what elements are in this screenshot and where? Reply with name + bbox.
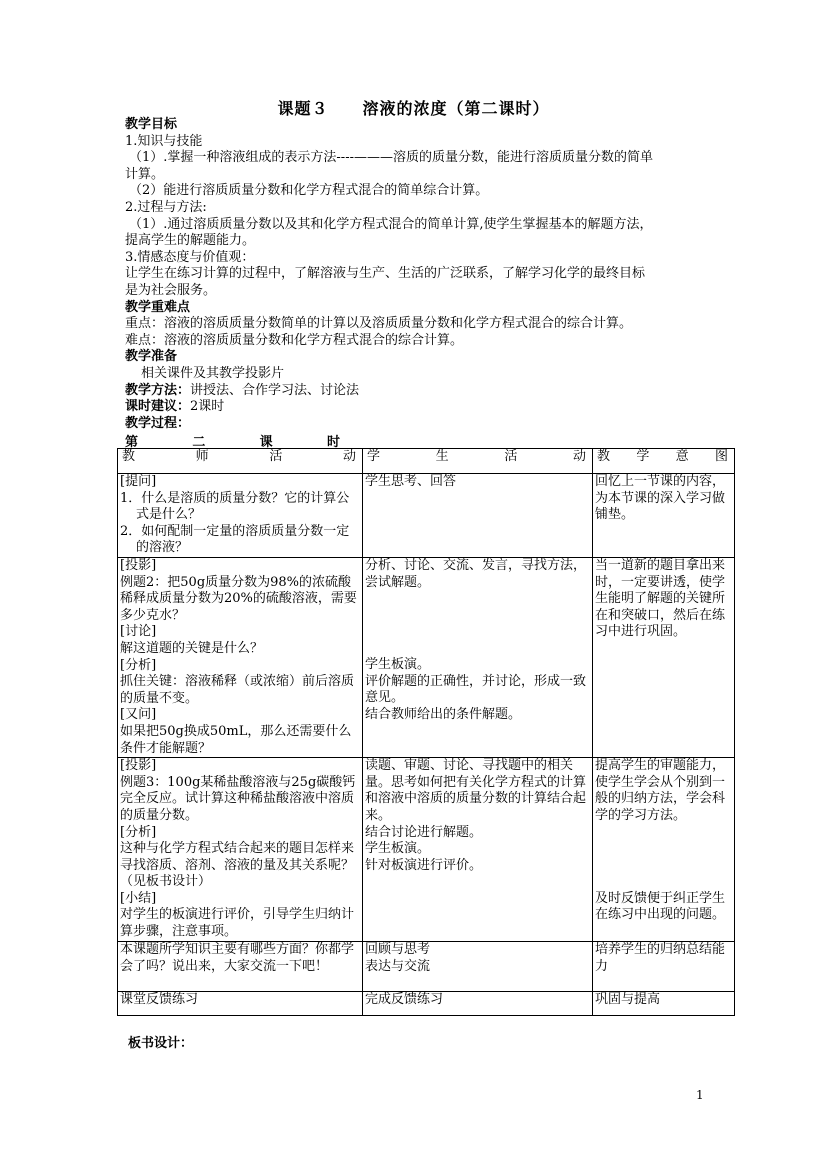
- goal-line: （1）.掌握一种溶液组成的表示方法----———溶质的质量分数，能进行溶质质量分数的简单: [129, 150, 653, 166]
- prep-line: 相关课件及其教学投影片: [141, 365, 285, 381]
- header-teacher: 教 师 活 动: [118, 449, 363, 474]
- table-row: [118, 942, 735, 992]
- teacher-cell: [投影] 例题3：100g某稀盐酸溶液与25g碳酸钙完全反应。试计算这种稀盐酸溶液中溶质的质量分数。 [分析] 这种与化学方程式结合起来的题目怎样来寻找溶质、溶剂、溶液的量及其关系呢？（见板书设计） [小结] 对学生的板演进行评价，引导学生归纳计算步骤，注意事项。: [118, 758, 363, 942]
- intent-cell: 提高学生的审题能力，使学生学会从个别到一般的归纳方法，学会科学的学习方法。 及时反馈便于纠正学生在练习中出现的问题。: [593, 758, 735, 942]
- key-line: 难点：溶液的溶质质量分数和化学方程式混合的综合计算。: [125, 332, 464, 348]
- goal-heading: 教学目标: [125, 117, 178, 132]
- student-cell: 分析、讨论、交流、发言，寻找方法，尝试解题。 学生板演。 评价解题的正确性，并讨论，形成一致意见。 结合教师给出的条件解题。: [363, 558, 593, 758]
- intro-section: [125, 117, 735, 432]
- process-label: 教学过程：: [125, 415, 191, 431]
- table-row: [118, 558, 735, 758]
- student-cell: 学生思考、回答: [363, 474, 593, 558]
- goal-line: （1）.通过溶质质量分数以及其和化学方程式混合的简单计算,使学生掌握基本的解题方法，: [129, 216, 653, 232]
- goal-line: 1.知识与技能: [125, 133, 203, 149]
- table-row: [118, 992, 735, 1016]
- header-student: 学 生 活 动: [363, 449, 593, 474]
- intent-cell: 巩固与提高: [593, 992, 735, 1016]
- title-lesson: 课题３: [277, 99, 329, 118]
- table-row: [118, 474, 735, 558]
- teacher-cell: 课堂反馈练习: [118, 992, 363, 1016]
- goal-line: 让学生在练习计算的过程中，了解溶液与生产、生活的广泛联系，了解学习化学的最终目标: [125, 266, 646, 282]
- intent-cell: 培养学生的归纳总结能力: [593, 942, 735, 992]
- prep-heading: 教学准备: [125, 349, 178, 365]
- period-label: 第 二 课 时: [125, 435, 340, 450]
- page-title: [0, 96, 827, 119]
- goal-line: 计算。: [125, 166, 165, 182]
- table-header-row: [118, 449, 735, 474]
- method-label: 教学方法：: [125, 382, 191, 398]
- key-heading: 教学重难点: [125, 299, 191, 315]
- teacher-cell: [提问] 1．什么是溶质的质量分数？它的计算公式是什么？ 2．如何配制一定量的溶质质量分数一定的溶液？: [118, 474, 363, 558]
- goal-line: 3.情感态度与价值观：: [125, 249, 255, 265]
- title-topic: 溶液的浓度（第二课时）: [362, 99, 550, 118]
- teacher-cell: 本课题所学知识主要有哪些方面？你都学会了吗？说出来，大家交流一下吧！: [118, 942, 363, 992]
- hours-value: 2课时: [190, 399, 225, 415]
- table-row: [118, 758, 735, 942]
- header-intent: 教 学 意 图: [593, 449, 735, 474]
- goal-line: 提高学生的解题能力。: [125, 233, 256, 249]
- student-cell: 读题、审题、讨论、寻找题中的相关量。思考如何把有关化学方程式的计算和溶液中溶质的质量分数的计算结合起来。 结合讨论进行解题。 学生板演。 针对板演进行评价。: [363, 758, 593, 942]
- key-line: 重点：溶液的溶质质量分数简单的计算以及溶质质量分数和化学方程式混合的综合计算。: [125, 316, 633, 332]
- goal-line: 2.过程与方法:: [125, 199, 207, 215]
- page-number: 1: [696, 1088, 704, 1102]
- method-value: 讲授法、合作学习法、讨论法: [190, 382, 360, 398]
- board-design-label: 板书设计：: [128, 1036, 194, 1051]
- lesson-table: [117, 448, 735, 1016]
- intent-cell: 回忆上一节课的内容，为本节课的深入学习做铺垫。: [593, 474, 735, 558]
- intent-cell: 当一道新的题目拿出来时，一定要讲透，使学生能明了解题的关键所在和突破口，然后在练习中进行巩固。: [593, 558, 735, 758]
- student-cell: 回顾与思考 表达与交流: [363, 942, 593, 992]
- hours-label: 课时建议：: [125, 399, 191, 415]
- teacher-cell: [投影] 例题2：把50g质量分数为98%的浓硫酸稀释成质量分数为20%的硫酸溶液，需要多少克水？ [讨论] 解这道题的关键是什么？ [分析] 抓住关键：溶液稀释（或浓缩）前后溶质的质量不变。 [又问] 如果把50g换成50mL，那么还需要什么条件才能解题？: [118, 558, 363, 758]
- student-cell: 完成反馈练习: [363, 992, 593, 1016]
- goal-line: （2）能进行溶质质量分数和化学方程式混合的简单综合计算。: [129, 183, 489, 199]
- goal-line: 是为社会服务。: [125, 282, 217, 298]
